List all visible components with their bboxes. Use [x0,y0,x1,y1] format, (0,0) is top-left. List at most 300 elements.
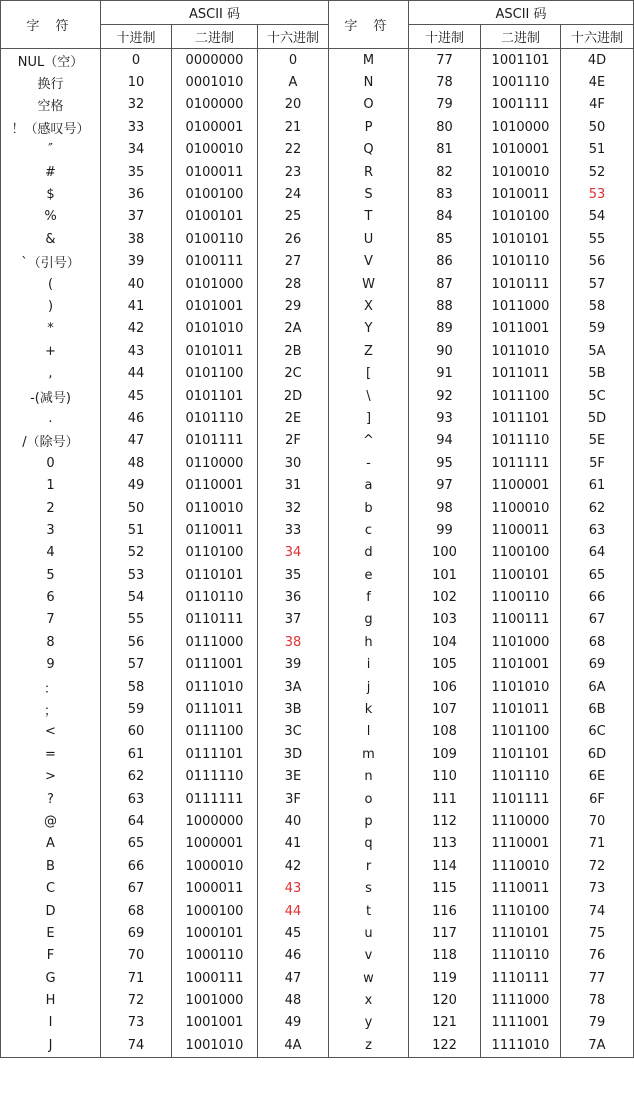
right-decimal-cell: 108 [409,721,481,743]
left-char-cell: ? [1,788,101,810]
right-binary-cell: 1101011 [481,698,561,720]
right-decimal-cell: 84 [409,206,481,228]
left-decimal-cell: 69 [101,922,172,944]
table-row [1,810,634,832]
left-char-cell: $ [1,183,101,205]
right-hex-cell: 5E [561,430,634,452]
left-char-cell: * [1,318,101,340]
left-hex-cell: 47 [258,967,329,989]
right-hex-cell: 66 [561,586,634,608]
right-binary-cell: 1100001 [481,474,561,496]
left-hex-cell: 33 [258,519,329,541]
left-binary-cell: 0111100 [172,721,258,743]
right-binary-cell: 1001111 [481,94,561,116]
left-hex-cell: 41 [258,833,329,855]
right-binary-cell: 1101101 [481,743,561,765]
header-hex-left: 十六进制 [258,25,329,49]
table-row [1,228,634,250]
right-decimal-cell: 100 [409,542,481,564]
left-char-cell: F [1,945,101,967]
right-hex-cell: 74 [561,900,634,922]
right-hex-cell: 4F [561,94,634,116]
right-binary-cell: 1010110 [481,251,561,273]
table-row [1,183,634,205]
left-char-cell: 7 [1,609,101,631]
table-row [1,989,634,1011]
left-binary-cell: 0111101 [172,743,258,765]
left-decimal-cell: 37 [101,206,172,228]
table-row [1,945,634,967]
left-binary-cell: 0100001 [172,116,258,138]
table-row [1,519,634,541]
right-hex-cell: 51 [561,139,634,161]
left-char-cell: ″ [1,139,101,161]
right-char-cell: y [329,1012,409,1034]
table-row [1,855,634,877]
table-row [1,206,634,228]
right-char-cell: i [329,654,409,676]
right-char-cell: v [329,945,409,967]
left-binary-cell: 0101001 [172,295,258,317]
right-binary-cell: 1100101 [481,564,561,586]
left-binary-cell: 0000000 [172,49,258,72]
table-row [1,139,634,161]
left-binary-cell: 1000110 [172,945,258,967]
right-binary-cell: 1011101 [481,407,561,429]
right-char-cell: a [329,474,409,496]
right-char-cell: q [329,833,409,855]
left-binary-cell: 0110110 [172,586,258,608]
left-decimal-cell: 72 [101,989,172,1011]
table-row [1,1034,634,1057]
left-decimal-cell: 54 [101,586,172,608]
right-decimal-cell: 85 [409,228,481,250]
left-decimal-cell: 52 [101,542,172,564]
left-char-cell: B [1,855,101,877]
left-decimal-cell: 56 [101,631,172,653]
right-binary-cell: 1100010 [481,497,561,519]
right-decimal-cell: 77 [409,49,481,72]
left-binary-cell: 0110101 [172,564,258,586]
right-char-cell: g [329,609,409,631]
left-binary-cell: 0100000 [172,94,258,116]
table-row [1,1012,634,1034]
right-char-cell: M [329,49,409,72]
left-char-cell: NUL（空） [1,49,101,72]
right-decimal-cell: 97 [409,474,481,496]
left-decimal-cell: 41 [101,295,172,317]
left-hex-cell: 2E [258,407,329,429]
right-binary-cell: 1111001 [481,1012,561,1034]
right-decimal-cell: 80 [409,116,481,138]
right-hex-cell: 5A [561,340,634,362]
left-binary-cell: 0111110 [172,766,258,788]
right-binary-cell: 1010001 [481,139,561,161]
left-binary-cell: 0111111 [172,788,258,810]
left-hex-cell: 21 [258,116,329,138]
right-decimal-cell: 113 [409,833,481,855]
right-hex-cell: 52 [561,161,634,183]
right-char-cell: x [329,989,409,1011]
right-binary-cell: 1110110 [481,945,561,967]
right-decimal-cell: 112 [409,810,481,832]
left-char-cell: 4 [1,542,101,564]
right-decimal-cell: 117 [409,922,481,944]
right-binary-cell: 1111010 [481,1034,561,1057]
left-decimal-cell: 68 [101,900,172,922]
left-hex-cell: 39 [258,654,329,676]
left-decimal-cell: 36 [101,183,172,205]
left-char-cell: G [1,967,101,989]
left-decimal-cell: 40 [101,273,172,295]
right-hex-cell: 77 [561,967,634,989]
right-hex-cell: 61 [561,474,634,496]
left-hex-cell: 44 [258,900,329,922]
left-binary-cell: 0100010 [172,139,258,161]
right-binary-cell: 1011010 [481,340,561,362]
left-binary-cell: 0110000 [172,452,258,474]
left-decimal-cell: 50 [101,497,172,519]
left-binary-cell: 0100100 [172,183,258,205]
left-hex-cell: 22 [258,139,329,161]
right-decimal-cell: 118 [409,945,481,967]
right-hex-cell: 5D [561,407,634,429]
table-row [1,71,634,93]
right-binary-cell: 1100011 [481,519,561,541]
right-char-cell: T [329,206,409,228]
left-decimal-cell: 61 [101,743,172,765]
right-decimal-cell: 88 [409,295,481,317]
left-decimal-cell: 57 [101,654,172,676]
left-hex-cell: 20 [258,94,329,116]
left-binary-cell: 0110111 [172,609,258,631]
left-binary-cell: 0101100 [172,362,258,384]
left-decimal-cell: 64 [101,810,172,832]
right-char-cell: [ [329,362,409,384]
table-row [1,161,634,183]
right-char-cell: j [329,676,409,698]
right-hex-cell: 58 [561,295,634,317]
right-hex-cell: 6C [561,721,634,743]
right-decimal-cell: 101 [409,564,481,586]
right-binary-cell: 1111000 [481,989,561,1011]
left-decimal-cell: 46 [101,407,172,429]
header-char-left: 字 符 [1,1,101,49]
right-binary-cell: 1100111 [481,609,561,631]
header-char-right: 字 符 [329,1,409,49]
left-binary-cell: 0101000 [172,273,258,295]
right-hex-cell: 4D [561,49,634,72]
right-char-cell: u [329,922,409,944]
right-decimal-cell: 120 [409,989,481,1011]
left-hex-cell: 36 [258,586,329,608]
right-char-cell: Z [329,340,409,362]
left-char-cell: > [1,766,101,788]
table-row [1,362,634,384]
table-row [1,564,634,586]
left-binary-cell: 0100110 [172,228,258,250]
left-char-cell: E [1,922,101,944]
right-hex-cell: 7A [561,1034,634,1057]
right-decimal-cell: 116 [409,900,481,922]
left-binary-cell: 0111011 [172,698,258,720]
right-decimal-cell: 105 [409,654,481,676]
right-char-cell: f [329,586,409,608]
left-char-cell: = [1,743,101,765]
right-char-cell: ^ [329,430,409,452]
left-binary-cell: 0100011 [172,161,258,183]
left-binary-cell: 1001000 [172,989,258,1011]
table-row [1,676,634,698]
right-binary-cell: 1010011 [481,183,561,205]
right-binary-cell: 1101111 [481,788,561,810]
right-char-cell: h [329,631,409,653]
right-binary-cell: 1010100 [481,206,561,228]
right-char-cell: z [329,1034,409,1057]
right-decimal-cell: 111 [409,788,481,810]
right-binary-cell: 1101001 [481,654,561,676]
header-binary-left: 二进制 [172,25,258,49]
right-hex-cell: 5F [561,452,634,474]
right-char-cell: Q [329,139,409,161]
left-hex-cell: 30 [258,452,329,474]
left-binary-cell: 0111010 [172,676,258,698]
table-row [1,654,634,676]
left-binary-cell: 1001001 [172,1012,258,1034]
table-row [1,766,634,788]
right-char-cell: U [329,228,409,250]
left-hex-cell: 3D [258,743,329,765]
left-char-cell: ( [1,273,101,295]
right-char-cell: S [329,183,409,205]
left-hex-cell: 2A [258,318,329,340]
right-binary-cell: 1110010 [481,855,561,877]
left-char-cell: -(减号) [1,385,101,407]
table-row [1,116,634,138]
left-char-cell: # [1,161,101,183]
left-hex-cell: A [258,71,329,93]
right-hex-cell: 59 [561,318,634,340]
right-hex-cell: 6F [561,788,634,810]
left-decimal-cell: 66 [101,855,172,877]
left-binary-cell: 1001010 [172,1034,258,1057]
left-hex-cell: 49 [258,1012,329,1034]
left-hex-cell: 24 [258,183,329,205]
left-char-cell: ； [1,698,101,720]
right-hex-cell: 63 [561,519,634,541]
right-decimal-cell: 92 [409,385,481,407]
left-binary-cell: 0110001 [172,474,258,496]
right-decimal-cell: 83 [409,183,481,205]
right-hex-cell: 5C [561,385,634,407]
left-binary-cell: 1000000 [172,810,258,832]
right-decimal-cell: 95 [409,452,481,474]
left-decimal-cell: 73 [101,1012,172,1034]
right-char-cell: k [329,698,409,720]
right-decimal-cell: 110 [409,766,481,788]
left-hex-cell: 31 [258,474,329,496]
left-hex-cell: 35 [258,564,329,586]
right-hex-cell: 57 [561,273,634,295]
right-hex-cell: 67 [561,609,634,631]
table-row [1,631,634,653]
left-decimal-cell: 74 [101,1034,172,1057]
left-decimal-cell: 65 [101,833,172,855]
table-row [1,698,634,720]
left-hex-cell: 3E [258,766,329,788]
left-char-cell: 空格 [1,94,101,116]
right-binary-cell: 1110100 [481,900,561,922]
right-hex-cell: 4E [561,71,634,93]
left-decimal-cell: 47 [101,430,172,452]
table-row [1,452,634,474]
left-binary-cell: 1000100 [172,900,258,922]
right-decimal-cell: 86 [409,251,481,273]
left-hex-cell: 45 [258,922,329,944]
left-decimal-cell: 49 [101,474,172,496]
left-char-cell: D [1,900,101,922]
right-hex-cell: 78 [561,989,634,1011]
table-row [1,497,634,519]
right-decimal-cell: 121 [409,1012,481,1034]
table-row [1,385,634,407]
left-decimal-cell: 59 [101,698,172,720]
left-hex-cell: 37 [258,609,329,631]
table-row [1,273,634,295]
left-char-cell: 0 [1,452,101,474]
left-decimal-cell: 45 [101,385,172,407]
table-row [1,922,634,944]
right-decimal-cell: 82 [409,161,481,183]
left-decimal-cell: 63 [101,788,172,810]
right-binary-cell: 1010000 [481,116,561,138]
right-hex-cell: 71 [561,833,634,855]
right-hex-cell: 62 [561,497,634,519]
left-char-cell: 1 [1,474,101,496]
left-binary-cell: 1000101 [172,922,258,944]
left-hex-cell: 26 [258,228,329,250]
left-binary-cell: 0101110 [172,407,258,429]
right-char-cell: W [329,273,409,295]
right-hex-cell: 50 [561,116,634,138]
right-decimal-cell: 87 [409,273,481,295]
right-binary-cell: 1100110 [481,586,561,608]
left-binary-cell: 0101111 [172,430,258,452]
left-char-cell: . [1,407,101,429]
left-decimal-cell: 55 [101,609,172,631]
header-ascii-right: ASCII 码 [409,1,634,25]
right-binary-cell: 1110001 [481,833,561,855]
left-decimal-cell: 33 [101,116,172,138]
left-char-cell: 8 [1,631,101,653]
left-decimal-cell: 38 [101,228,172,250]
right-binary-cell: 1110111 [481,967,561,989]
right-binary-cell: 1011001 [481,318,561,340]
left-hex-cell: 46 [258,945,329,967]
left-hex-cell: 38 [258,631,329,653]
right-decimal-cell: 103 [409,609,481,631]
right-decimal-cell: 90 [409,340,481,362]
left-decimal-cell: 10 [101,71,172,93]
left-hex-cell: 28 [258,273,329,295]
right-decimal-cell: 107 [409,698,481,720]
left-decimal-cell: 67 [101,877,172,899]
right-hex-cell: 6D [561,743,634,765]
left-hex-cell: 40 [258,810,329,832]
left-char-cell: /（除号） [1,430,101,452]
right-char-cell: w [329,967,409,989]
right-hex-cell: 76 [561,945,634,967]
left-decimal-cell: 48 [101,452,172,474]
right-char-cell: \ [329,385,409,407]
left-char-cell: 6 [1,586,101,608]
left-binary-cell: 0100111 [172,251,258,273]
left-hex-cell: 25 [258,206,329,228]
left-char-cell: 3 [1,519,101,541]
left-hex-cell: 2D [258,385,329,407]
left-binary-cell: 1000111 [172,967,258,989]
left-hex-cell: 42 [258,855,329,877]
right-binary-cell: 1011111 [481,452,561,474]
right-char-cell: d [329,542,409,564]
table-row [1,340,634,362]
left-binary-cell: 1000001 [172,833,258,855]
left-char-cell: 5 [1,564,101,586]
left-char-cell: `（引号） [1,251,101,273]
left-char-cell: @ [1,810,101,832]
right-binary-cell: 1010101 [481,228,561,250]
left-hex-cell: 2F [258,430,329,452]
left-binary-cell: 0110010 [172,497,258,519]
table-row [1,474,634,496]
right-char-cell: ] [329,407,409,429]
left-binary-cell: 0101010 [172,318,258,340]
left-char-cell: ： [1,676,101,698]
left-decimal-cell: 32 [101,94,172,116]
table-row [1,788,634,810]
table-body [1,49,634,1058]
right-decimal-cell: 81 [409,139,481,161]
table-row [1,586,634,608]
left-decimal-cell: 62 [101,766,172,788]
right-char-cell: s [329,877,409,899]
left-binary-cell: 1000010 [172,855,258,877]
left-char-cell: A [1,833,101,855]
right-binary-cell: 1101010 [481,676,561,698]
right-hex-cell: 5B [561,362,634,384]
left-hex-cell: 32 [258,497,329,519]
right-hex-cell: 6A [561,676,634,698]
right-char-cell: N [329,71,409,93]
right-decimal-cell: 122 [409,1034,481,1057]
left-decimal-cell: 53 [101,564,172,586]
header-decimal-left: 十进制 [101,25,172,49]
left-char-cell: , [1,362,101,384]
right-decimal-cell: 109 [409,743,481,765]
right-char-cell: c [329,519,409,541]
right-char-cell: p [329,810,409,832]
table-row [1,721,634,743]
left-binary-cell: 0001010 [172,71,258,93]
right-binary-cell: 1011100 [481,385,561,407]
left-decimal-cell: 39 [101,251,172,273]
right-binary-cell: 1101110 [481,766,561,788]
right-char-cell: l [329,721,409,743]
left-binary-cell: 0111001 [172,654,258,676]
header-hex-right: 十六进制 [561,25,634,49]
left-hex-cell: 29 [258,295,329,317]
right-binary-cell: 1110000 [481,810,561,832]
